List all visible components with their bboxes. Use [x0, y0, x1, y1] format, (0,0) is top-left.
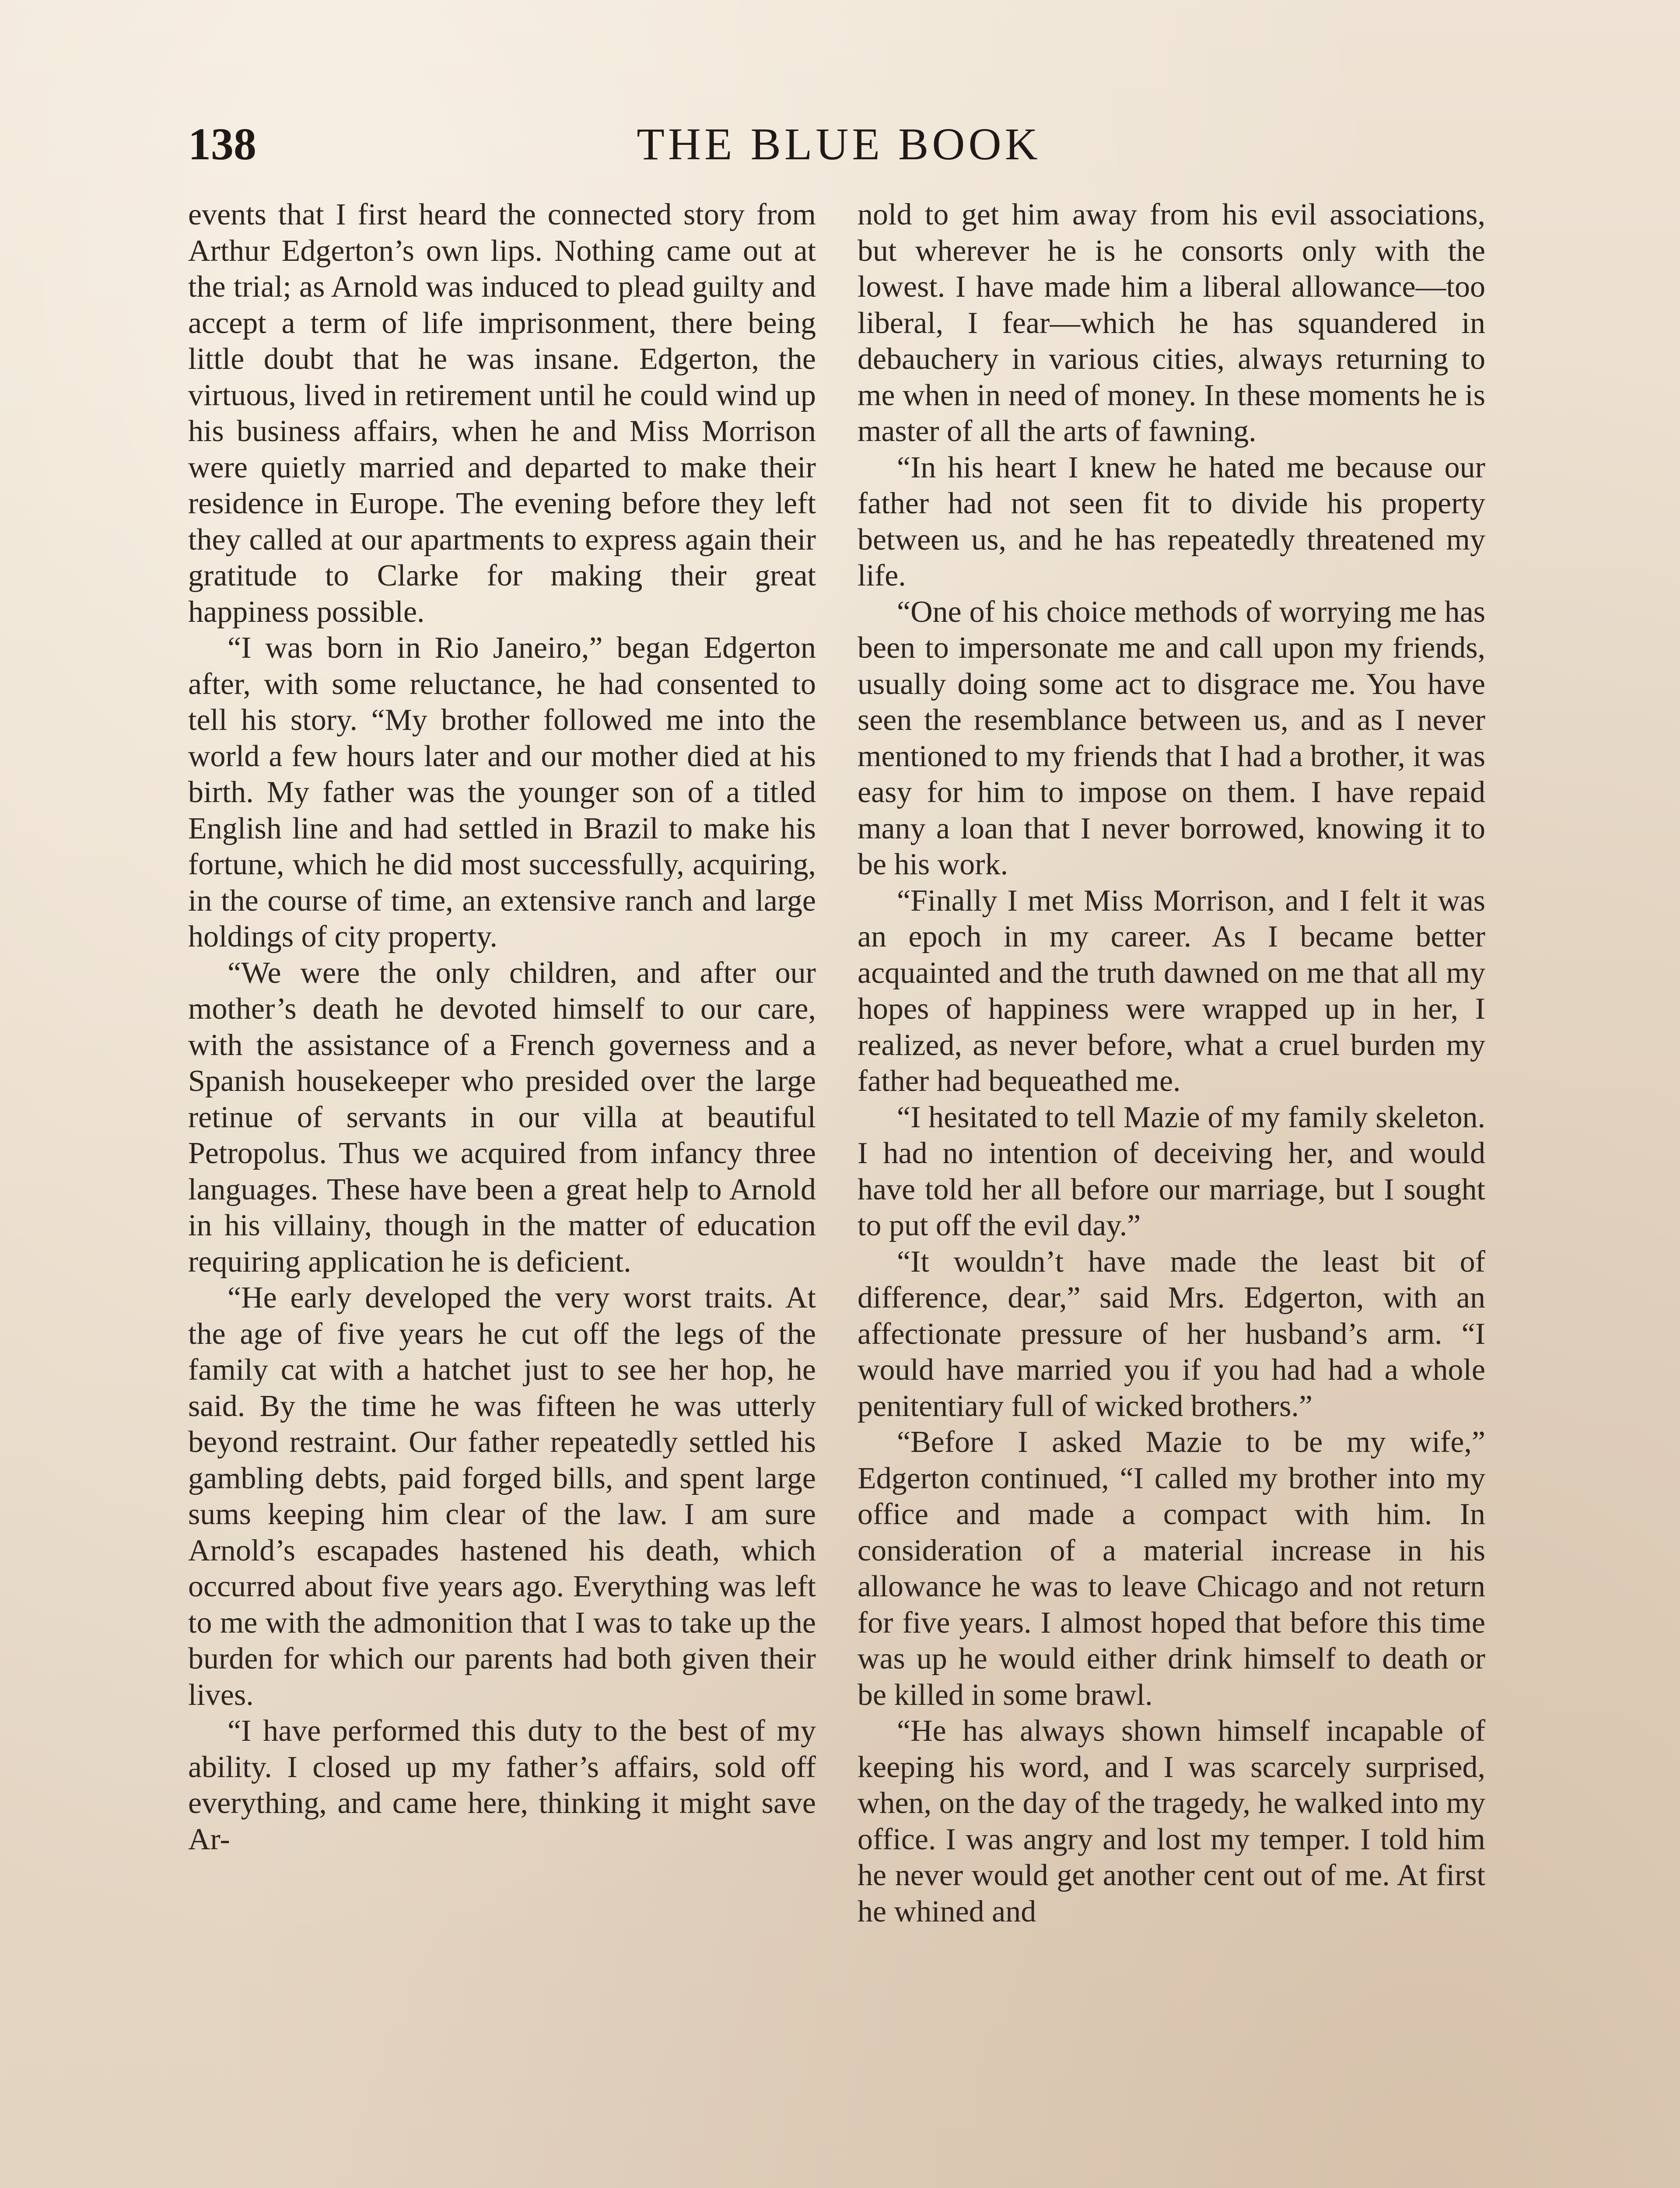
- paragraph: “It wouldn’t have made the least bit of difference, dear,” said Mrs. Edgerton, with an affectionate pressure of her husband’s arm. “I would have married you if you had had a whole penitentiary full of wicked brothers.”: [858, 1245, 1485, 1423]
- paragraph: nold to get him away from his evil associations, but wherever he is he consorts only with the lowest. I have made him a liberal allowance—too liberal, I fear—which he has squandered in debauchery in various cities, always returning to me when in need of money. In these moments he is master of all the arts of fawning.: [858, 198, 1485, 448]
- paragraph: “In his heart I knew he hated me because our father had not seen fit to divide his property between us, and he has repeatedly threatened my life.: [858, 450, 1485, 593]
- page-number: 138: [188, 119, 256, 169]
- running-title: THE BLUE BOOK: [637, 119, 1041, 169]
- paragraph: “I was born in Rio Janeiro,” began Edgerton after, with some reluctance, he had consented to tell his story. “My brother followed me into the world a few hours later and our mother died at his birth. My father was the younger son of a titled English line and had settled in Brazil to make his fortune, which he did most successfully, acquiring, in the course of time, an extensive ranch and large holdings of city property.: [188, 631, 816, 954]
- paragraph: “He early developed the very worst traits. At the age of five years he cut off the legs of the family cat with a hatchet just to see her hop, he said. By the time he was fifteen he was utterly beyond restraint. Our father repeatedly settled his gambling debts, paid forged bills, and spent large sums keeping him clear of the law. I am sure Arnold’s escapades hastened his death, which occurred about five years ago. Everything was left to me with the admonition that I was to take up the burden for which our parents had both given their lives.: [188, 1281, 816, 1712]
- paragraph: “I hesitated to tell Mazie of my family skeleton. I had no intention of deceiving her, and would have told her all before our marriage, but I sought to put off the evil day.”: [858, 1100, 1485, 1242]
- paragraph: events that I first heard the connected story from Arthur Edgerton’s own lips. Nothing came out at the trial; as Arnold was induced to plead guilty and accept a term of life imprisonment, there being little doubt that he was insane. Edgerton, the virtuous, lived in retirement until he could wind up his business affairs, when he and Miss Morrison were quietly married and departed to make their residence in Europe. The evening before they left they called at our apartments to express again their gratitude to Clarke for making their great happiness possible.: [188, 198, 816, 629]
- text-column-left: [188, 197, 816, 2188]
- paragraph: “Finally I met Miss Morrison, and I felt it was an epoch in my career. As I became better acquainted and the truth dawned on me that all my hopes of happiness were wrapped up in her, I realized, as never before, what a cruel burden my father had bequeathed me.: [858, 884, 1485, 1098]
- paragraph: “He has always shown himself incapable of keeping his word, and I was scarcely surprised, when, on the day of the tragedy, he walked into my office. I was angry and lost my temper. I told him he never would get another cent out of me. At first he whined and: [858, 1714, 1485, 1929]
- paragraph: “One of his choice methods of worrying me has been to impersonate me and call upon my friends, usually doing some act to disgrace me. You have seen the resemblance between us, and as I never mentioned to my friends that I had a brother, it was easy for him to impose on them. I have repaid many a loan that I never borrowed, knowing it to be his work.: [858, 595, 1485, 881]
- paragraph: “We were the only children, and after our mother’s death he devoted himself to our care, with the assistance of a French governess and a Spanish housekeeper who presided over the large retinue of servants in our villa at beautiful Petropolus. Thus we acquired from infancy three languages. These have been a great help to Arnold in his villainy, though in the matter of education requiring application he is deficient.: [188, 956, 816, 1279]
- paragraph: “Before I asked Mazie to be my wife,” Edgerton continued, “I called my brother into my office and made a compact with him. In consideration of a material increase in his allowance he was to leave Chicago and not return for five years. I almost hoped that before this time was up he would either drink himself to death or be killed in some brawl.: [858, 1425, 1485, 1712]
- paragraph: “I have performed this duty to the best of my ability. I closed up my father’s affairs, sold off everything, and came here, thinking it might save Ar-: [188, 1714, 816, 1856]
- text-column-right: [858, 197, 1485, 2188]
- page-header: [188, 116, 1490, 182]
